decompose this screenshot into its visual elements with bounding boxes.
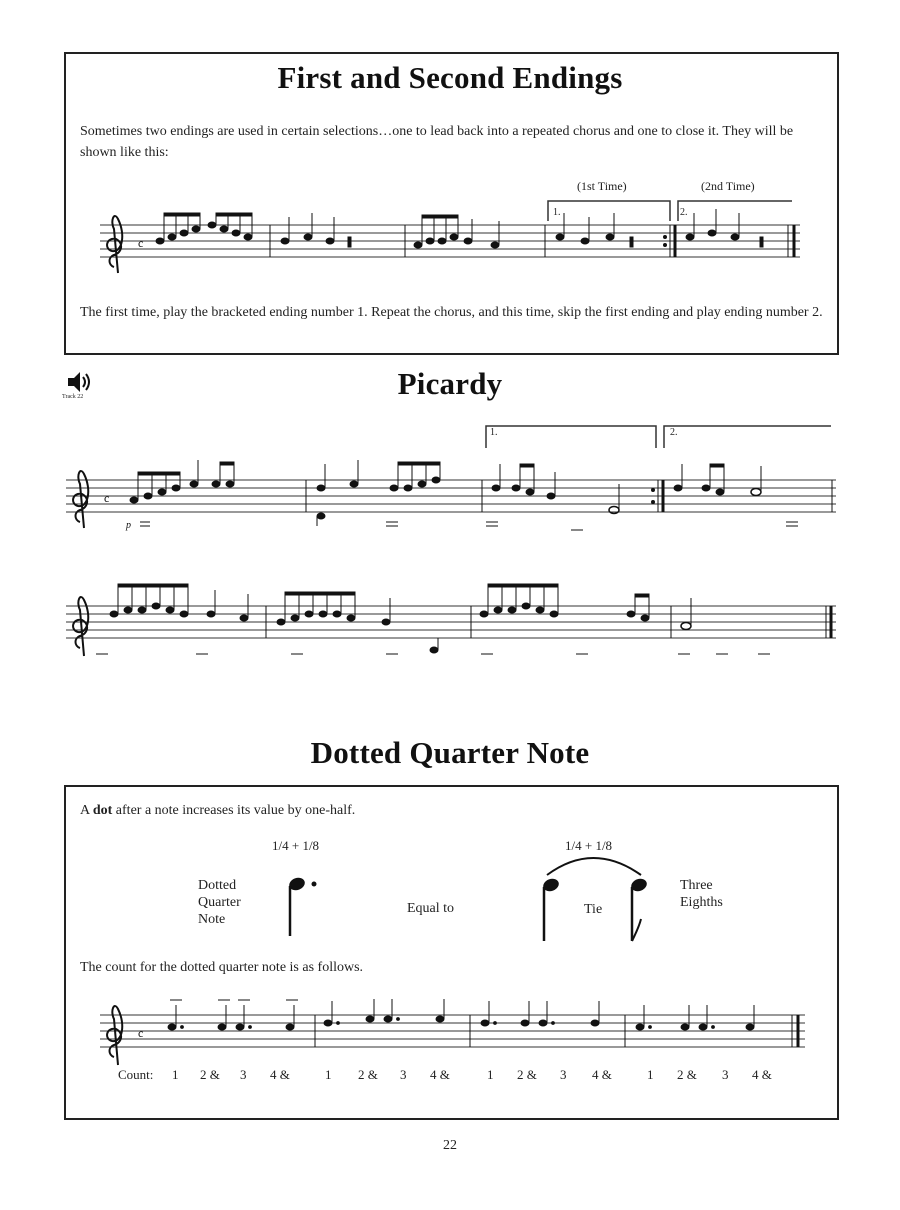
svg-text:c: c [138,236,144,250]
count-16: 4 & [752,1067,772,1082]
dot-intro-text [80,800,825,821]
count-11: 3 [560,1067,567,1082]
endings-staff [100,195,800,280]
count-12: 4 & [592,1067,612,1082]
count-10: 2 & [517,1067,537,1082]
svg-text:c: c [138,1026,144,1040]
count-3: 3 [240,1067,247,1082]
page-number: 22 [443,1138,457,1153]
tie-label: Tie [584,902,603,917]
picardy-ending-two-number: 2. [670,427,678,438]
dot-intro-bold: dot [92,803,113,818]
count-6: 2 & [358,1067,378,1082]
equal-to-label: Equal to [407,901,455,916]
count-8: 4 & [430,1067,450,1082]
formula-right: 1/4 + 1/8 [565,838,613,853]
dot-intro-prefix: A [80,803,93,818]
audio-track-label: Track 22 [62,394,84,400]
section-title-dotted-quarter: Dotted Quarter Note [310,735,590,770]
dot-intro-suffix: after a note increases its value by one-half. [112,803,356,818]
second-time-label: (2nd Time) [701,179,755,193]
count-row [0,1067,900,1085]
ending-two-number: 2. [680,207,688,218]
count-5: 1 [325,1067,332,1082]
picardy-staff-2 [66,574,836,689]
count-7: 3 [400,1067,407,1082]
first-time-label: (1st Time) [577,179,627,193]
formula-left: 1/4 + 1/8 [272,838,320,853]
ending-one-number: 1. [553,207,561,218]
count-staff [100,995,805,1070]
tied-eighths-figure [535,855,655,945]
count-15: 3 [722,1067,729,1082]
count-13: 1 [647,1067,654,1082]
section-title-endings: First and Second Endings [277,60,623,95]
picardy-staff-1 [66,418,836,533]
three-eighths-line1: Three [680,878,713,893]
count-intro-text: The count for the dotted quarter note is as follows. [80,960,364,975]
count-9: 1 [487,1067,494,1082]
svg-text:c: c [104,491,110,505]
count-2: 2 & [200,1067,220,1082]
endings-intro-text: Sometimes two endings are used in certain selections…one to lead back into a repeated chorus and one to close it. They will be shown like this: [80,124,794,160]
count-1: 1 [172,1067,179,1082]
picardy-ending-one-number: 1. [490,427,498,438]
three-eighths-line2: Eighths [680,895,723,910]
section-title-picardy: Picardy [397,366,503,401]
dotted-label-line3: Note [198,912,226,927]
endings-explanation-text: The first time, play the bracketed ending number 1. Repeat the chorus, and this time, skip the first ending and play ending number 2. [80,305,823,320]
count-4: 4 & [270,1067,290,1082]
svg-text:p: p [126,520,131,531]
dotted-label-line1: Dotted [198,878,237,893]
dotted-quarter-note-figure [285,870,325,940]
count-14: 2 & [677,1067,697,1082]
count-label: Count: [118,1067,154,1082]
dotted-label-line2: Quarter [198,895,241,910]
